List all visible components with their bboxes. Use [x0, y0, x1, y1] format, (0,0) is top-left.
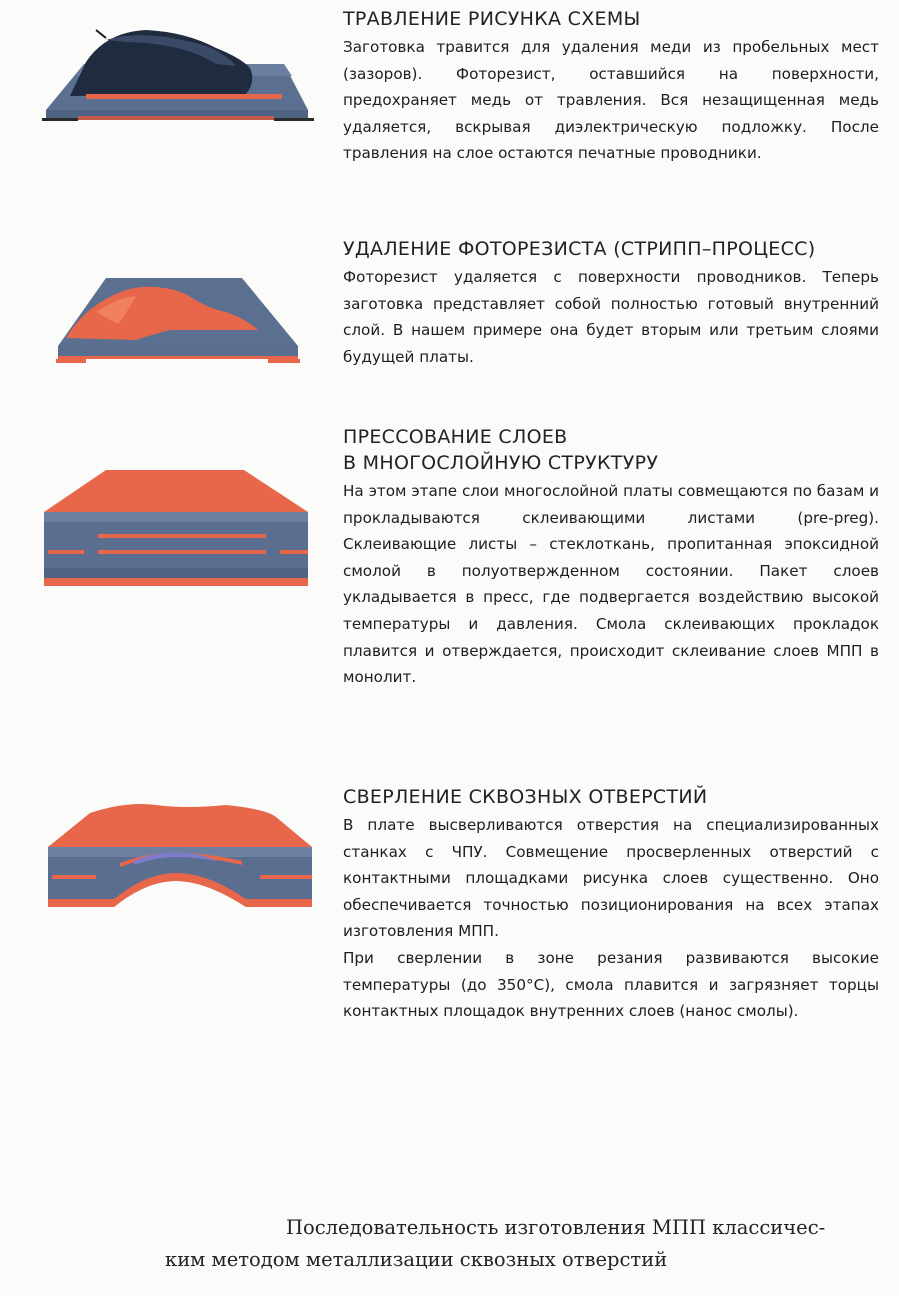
- section-paragraph: В плате высверливаются отверстия на специализированных станках с ЧПУ. Совмещение просверленных отверстий с контактными площадками рисунка слоев существенно. Оно обеспечивается точностью позиционирования на всех этапах изготовления МПП.: [343, 816, 879, 941]
- pressing-illustration: [36, 466, 326, 588]
- section-heading: СВЕРЛЕНИЕ СКВОЗНЫХ ОТВЕРСТИЙ: [343, 786, 708, 808]
- section-pressing: [343, 424, 879, 691]
- drilling-illustration: [36, 795, 326, 915]
- etching-illustration: [36, 18, 326, 130]
- section-paragraph: На этом этапе слои многослойной платы совмещаются по базам и прокладываются склеивающими листами (pre-preg). Склеивающие листы – стеклоткань, пропитанная эпоксидной смолой в полуотвержденном состоянии. Пакет слоев укладывается в пресс, где подвергается воздействию высокой температуры и давления. Смола склеивающих прокладок плавится и отверждается, происходит склеивание слоев МПП в монолит.: [343, 482, 879, 687]
- section-photoresist-removal: [343, 236, 879, 370]
- section-paragraph: Заготовка травится для удаления меди из пробельных мест (зазоров). Фоторезист, оставшийся на поверхности, предохраняет медь от травления. Вся незащищенная медь удаляется, вскрывая диэлектрическую подложку. После травления на слое остаются печатные проводники.: [343, 38, 879, 163]
- section-paragraph: При сверлении в зоне резания развиваются высокие температуры (до 350°С), смола плавится и загрязняет торцы контактных площадок внутренних слоев (нанос смолы).: [343, 948, 879, 1021]
- photoresist-removal-illustration: [36, 268, 326, 368]
- figure-caption: [165, 1212, 885, 1276]
- section-drilling: [343, 784, 879, 1025]
- caption-line-1: Последовательность изготовления МПП классичес-: [286, 1216, 826, 1239]
- caption-line-2: ким методом металлизации сквозных отверстий: [165, 1248, 668, 1271]
- section-etching: [343, 6, 879, 167]
- section-heading: ПРЕССОВАНИЕ СЛОЕВ В МНОГОСЛОЙНУЮ СТРУКТУРУ: [343, 426, 659, 474]
- section-paragraph: Фоторезист удаляется с поверхности проводников. Теперь заготовка представляет собой полностью готовый внутренний слой. В нашем примере она будет вторым или третьим слоями будущей платы.: [343, 268, 879, 366]
- section-heading: УДАЛЕНИЕ ФОТОРЕЗИСТА (СТРИПП–ПРОЦЕСС): [343, 238, 816, 260]
- section-heading: ТРАВЛЕНИЕ РИСУНКА СХЕМЫ: [343, 8, 641, 30]
